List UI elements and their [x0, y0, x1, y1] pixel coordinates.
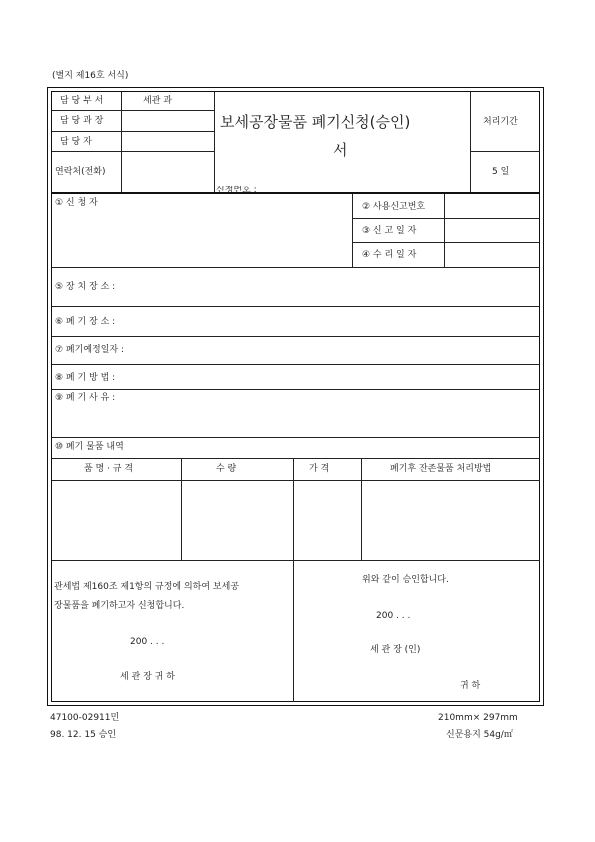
- declaration-left-line1: 관세법 제160조 제1항의 규정에 의하여 보세공: [54, 582, 240, 592]
- footer-size: 210mm× 297mm: [438, 713, 518, 723]
- declaration-right-signer: 세 관 장 (인): [370, 645, 421, 655]
- disposal-reason-label: ⑨ 폐 기 사 유 :: [55, 393, 116, 403]
- declaration-left-line2: 장물품을 폐기하고자 신청합니다.: [54, 601, 185, 611]
- applicant-label: ① 신 청 자: [55, 198, 98, 208]
- contact-label: 연락처(전화): [55, 167, 106, 177]
- items-col-price: 가 격: [309, 464, 330, 474]
- processing-period-label: 처리기간: [483, 117, 518, 127]
- declaration-right-line1: 위와 같이 승인합니다.: [362, 575, 449, 585]
- dept-label: 담 당 부 서: [60, 96, 104, 106]
- disposal-place-label: ⑥ 폐 기 장 소 :: [55, 317, 116, 327]
- form-title-line2: 서: [333, 141, 348, 159]
- footer-form-code: 47100-02911민: [50, 713, 120, 723]
- processing-period-value: 5 일: [492, 167, 510, 177]
- dept-value: 세관 과: [143, 96, 172, 106]
- items-col-name: 품 명 · 규 격: [84, 464, 134, 474]
- disposal-method-label: ⑧ 폐 기 방 법 :: [55, 373, 116, 383]
- acceptance-date-label: ④ 수 리 일 자: [362, 250, 417, 260]
- storage-location-label: ⑤ 장 치 장 소 :: [55, 282, 116, 292]
- officer-label: 담 당 자: [60, 137, 92, 147]
- declaration-right-date: 200 . . .: [376, 611, 411, 621]
- form-title-line1: 보세공장물품 폐기신청(승인): [220, 113, 411, 131]
- declaration-left-date: 200 . . .: [130, 637, 165, 647]
- planned-date-label: ⑦ 폐기예정일자 :: [55, 345, 124, 355]
- report-date-label: ③ 신 고 일 자: [362, 226, 417, 236]
- application-number-label: 신청번호 :: [216, 186, 257, 192]
- declaration-right-suffix: 귀 하: [460, 681, 481, 691]
- items-col-quantity: 수 량: [216, 464, 237, 474]
- footer-approval: 98. 12. 15 승인: [50, 730, 117, 740]
- items-section-title: ⑩ 폐기 물품 내역: [55, 442, 124, 452]
- form-label: (별지 제16호 서식): [52, 71, 129, 81]
- usage-report-no-label: ② 사용신고번호: [362, 202, 426, 212]
- items-col-disposition: 폐기후 잔존물품 처리방법: [390, 464, 492, 474]
- footer-paper: 신문용지 54g/㎡: [446, 730, 513, 740]
- section-chief-label: 담 당 과 장: [60, 116, 104, 126]
- declaration-left-addressee: 세 관 장 귀 하: [120, 672, 175, 682]
